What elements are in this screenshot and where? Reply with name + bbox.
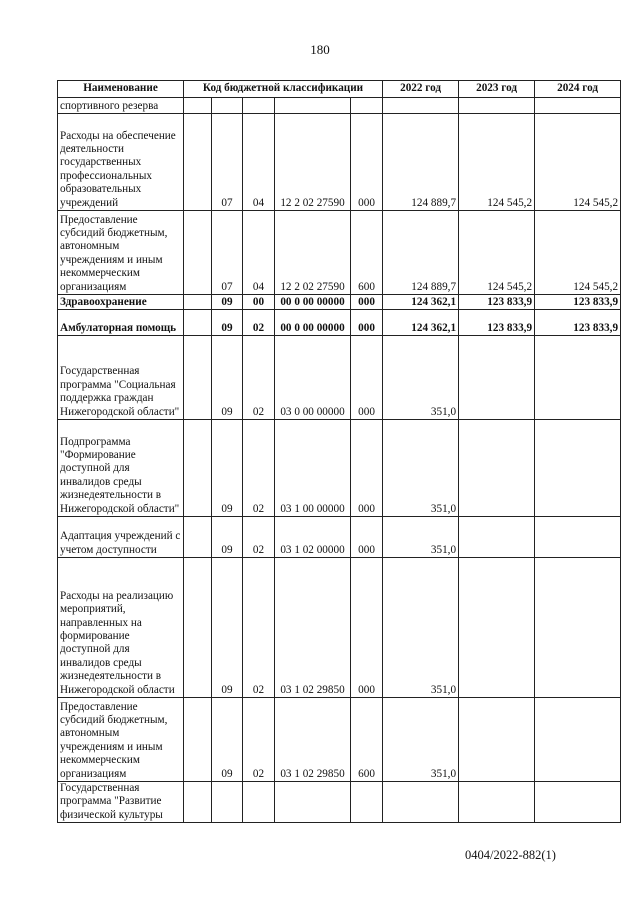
row-value-2023: 123 833,9 (459, 310, 535, 336)
row-section: 09 (212, 517, 243, 558)
row-blank (184, 420, 212, 517)
row-value-2024 (535, 420, 621, 517)
row-expense-type: 000 (351, 517, 383, 558)
row-name: Подпрограмма "Формирование доступной для инвалидов среды жизнедеятельности в Нижегородской области" (58, 420, 184, 517)
row-value-2022 (383, 782, 459, 823)
row-value-2024 (535, 517, 621, 558)
header-budget-code: Код бюджетной классификации (184, 81, 383, 98)
row-value-2024: 123 833,9 (535, 310, 621, 336)
row-value-2022: 124 889,7 (383, 114, 459, 211)
row-section: 07 (212, 114, 243, 211)
row-blank (184, 336, 212, 420)
row-value-2023 (459, 517, 535, 558)
table-row (58, 211, 621, 295)
table-row (58, 98, 621, 114)
row-target-article: 12 2 02 27590 (275, 211, 351, 295)
row-section: 09 (212, 336, 243, 420)
row-target-article: 03 1 02 00000 (275, 517, 351, 558)
row-section: 09 (212, 558, 243, 698)
row-name: Предоставление субсидий бюджетным, автономным учреждениям и иным некоммерческим организациям (58, 698, 184, 782)
row-value-2024 (535, 98, 621, 114)
row-value-2024 (535, 558, 621, 698)
row-expense-type (351, 98, 383, 114)
row-value-2022: 351,0 (383, 558, 459, 698)
table-header-row (58, 81, 621, 98)
row-name: спортивного резерва (58, 98, 184, 114)
row-value-2024 (535, 782, 621, 823)
row-name: Амбулаторная помощь (58, 310, 184, 336)
row-name: Расходы на обеспечение деятельности государственных профессиональных образовательных учреждений (58, 114, 184, 211)
row-value-2023 (459, 420, 535, 517)
row-section: 09 (212, 295, 243, 310)
document-code: 0404/2022-882(1) (465, 848, 556, 862)
row-value-2022: 351,0 (383, 420, 459, 517)
row-expense-type: 000 (351, 295, 383, 310)
row-target-article: 03 1 02 29850 (275, 698, 351, 782)
row-subsection: 04 (243, 211, 275, 295)
row-blank (184, 295, 212, 310)
row-expense-type: 000 (351, 420, 383, 517)
row-target-article: 00 0 00 00000 (275, 295, 351, 310)
row-value-2022: 351,0 (383, 517, 459, 558)
row-blank (184, 114, 212, 211)
row-value-2023 (459, 782, 535, 823)
row-value-2022 (383, 98, 459, 114)
row-value-2023: 124 545,2 (459, 211, 535, 295)
row-expense-type: 000 (351, 310, 383, 336)
row-blank (184, 698, 212, 782)
row-expense-type: 000 (351, 336, 383, 420)
row-value-2024: 124 545,2 (535, 114, 621, 211)
row-subsection: 02 (243, 336, 275, 420)
row-subsection (243, 98, 275, 114)
row-expense-type (351, 782, 383, 823)
row-value-2022: 124 362,1 (383, 310, 459, 336)
row-subsection: 02 (243, 698, 275, 782)
row-value-2024 (535, 336, 621, 420)
table-row (58, 782, 621, 823)
row-value-2022: 124 362,1 (383, 295, 459, 310)
row-subsection: 04 (243, 114, 275, 211)
row-target-article: 03 0 00 00000 (275, 336, 351, 420)
row-section: 09 (212, 310, 243, 336)
header-2024: 2024 год (535, 81, 621, 98)
table-row (58, 310, 621, 336)
row-subsection (243, 782, 275, 823)
row-blank (184, 558, 212, 698)
row-subsection: 02 (243, 310, 275, 336)
row-subsection: 00 (243, 295, 275, 310)
table-row (58, 558, 621, 698)
row-section (212, 782, 243, 823)
row-value-2024: 123 833,9 (535, 295, 621, 310)
row-section: 09 (212, 698, 243, 782)
row-value-2023: 123 833,9 (459, 295, 535, 310)
table-row (58, 336, 621, 420)
row-name: Расходы на реализацию мероприятий, направленных на формирование доступной для инвалидов среды жизнедеятельности в Нижегородской области (58, 558, 184, 698)
table-row (58, 698, 621, 782)
table-row (58, 517, 621, 558)
row-subsection: 02 (243, 517, 275, 558)
row-name: Государственная программа "Социальная поддержка граждан Нижегородской области" (58, 336, 184, 420)
row-subsection: 02 (243, 420, 275, 517)
row-target-article (275, 98, 351, 114)
row-name: Предоставление субсидий бюджетным, автономным учреждениям и иным некоммерческим организациям (58, 211, 184, 295)
row-section (212, 98, 243, 114)
row-name: Государственная программа "Развитие физической культуры (58, 782, 184, 823)
row-blank (184, 98, 212, 114)
budget-table (57, 80, 621, 823)
row-expense-type: 600 (351, 211, 383, 295)
row-value-2024: 124 545,2 (535, 211, 621, 295)
row-target-article: 03 1 00 00000 (275, 420, 351, 517)
page-number: 180 (310, 42, 330, 57)
row-subsection: 02 (243, 558, 275, 698)
row-value-2024 (535, 698, 621, 782)
row-expense-type: 600 (351, 698, 383, 782)
row-target-article: 03 1 02 29850 (275, 558, 351, 698)
row-value-2023: 124 545,2 (459, 114, 535, 211)
table-row (58, 295, 621, 310)
header-name: Наименование (58, 81, 184, 98)
row-blank (184, 782, 212, 823)
row-expense-type: 000 (351, 558, 383, 698)
row-name: Адаптация учреждений с учетом доступности (58, 517, 184, 558)
row-section: 09 (212, 420, 243, 517)
table-row (58, 420, 621, 517)
row-value-2022: 351,0 (383, 336, 459, 420)
row-target-article: 12 2 02 27590 (275, 114, 351, 211)
row-value-2022: 124 889,7 (383, 211, 459, 295)
row-value-2023 (459, 336, 535, 420)
row-target-article: 00 0 00 00000 (275, 310, 351, 336)
row-blank (184, 310, 212, 336)
row-expense-type: 000 (351, 114, 383, 211)
row-blank (184, 517, 212, 558)
row-target-article (275, 782, 351, 823)
row-section: 07 (212, 211, 243, 295)
row-value-2023 (459, 698, 535, 782)
row-value-2023 (459, 98, 535, 114)
row-blank (184, 211, 212, 295)
row-value-2022: 351,0 (383, 698, 459, 782)
header-2023: 2023 год (459, 81, 535, 98)
row-name: Здравоохранение (58, 295, 184, 310)
table-row (58, 114, 621, 211)
header-2022: 2022 год (383, 81, 459, 98)
row-value-2023 (459, 558, 535, 698)
